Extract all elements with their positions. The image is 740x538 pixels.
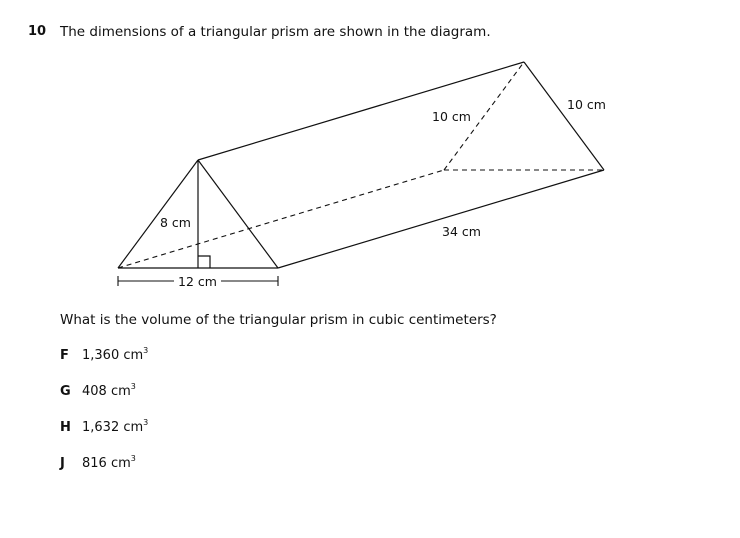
choice-value: 408 cm <box>82 384 131 399</box>
choice-letter: H <box>60 420 71 435</box>
question-number: 10 <box>28 24 47 39</box>
slant-back-label: 10 cm <box>432 109 471 124</box>
right-angle-marker <box>198 256 210 268</box>
choice-exponent: 3 <box>130 382 136 391</box>
length-label: 34 cm <box>442 224 481 239</box>
choice-exponent: 3 <box>143 346 149 355</box>
choice-letter: G <box>60 384 71 399</box>
choice-h[interactable] <box>60 420 148 440</box>
choice-value: 1,360 cm <box>82 348 144 363</box>
choice-value: 816 cm <box>82 456 131 471</box>
base-label: 12 cm <box>178 274 217 289</box>
choice-letter: J <box>60 456 65 471</box>
question-prompt: What is the volume of the triangular prism in cubic centimeters? <box>60 312 497 328</box>
choice-f[interactable] <box>60 348 148 368</box>
bottom-right-edge <box>278 170 604 268</box>
front-right-edge <box>198 160 278 268</box>
question-text: The dimensions of a triangular prism are shown in the diagram. <box>60 24 491 40</box>
choice-letter: F <box>60 348 69 363</box>
choice-value: 1,632 cm <box>82 420 144 435</box>
choice-g[interactable] <box>60 384 136 404</box>
front-left-edge <box>118 160 198 268</box>
choice-exponent: 3 <box>143 418 149 427</box>
top-ridge-edge <box>198 62 524 160</box>
slant-right-label: 10 cm <box>567 97 606 112</box>
height-label: 8 cm <box>160 215 191 230</box>
choice-j[interactable] <box>60 456 136 476</box>
choice-exponent: 3 <box>130 454 136 463</box>
back-right-edge <box>524 62 604 170</box>
